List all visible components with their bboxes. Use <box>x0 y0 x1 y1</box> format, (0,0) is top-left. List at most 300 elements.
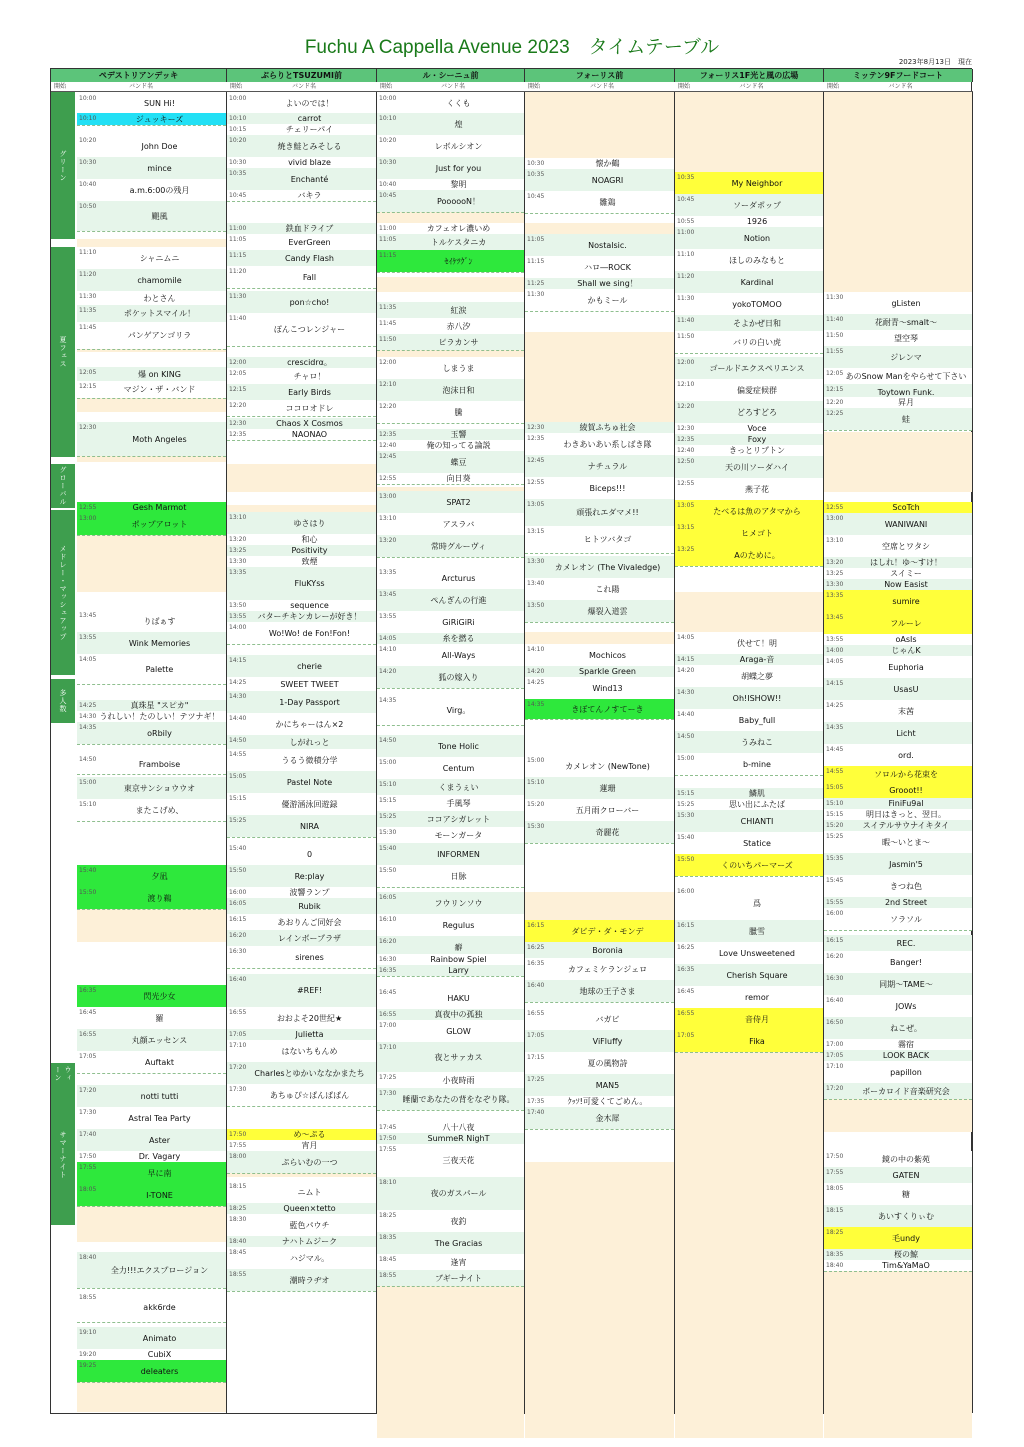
slot-band: 狐の嫁入り <box>438 672 479 682</box>
slot-time: 17:10 <box>826 1063 844 1070</box>
slot-divider <box>675 353 823 354</box>
timetable-slot <box>824 292 972 314</box>
slot-band: notti tutti <box>140 1091 179 1101</box>
timetable-slot <box>77 269 226 291</box>
slot-band: パンゲアンゴリラ <box>127 331 192 340</box>
slot-time: 15:15 <box>826 811 844 818</box>
slot-time: 13:40 <box>527 580 545 587</box>
slot-band: oAsIs <box>895 635 917 644</box>
slot-time: 10:30 <box>229 159 247 166</box>
slot-time: 12:00 <box>229 359 247 366</box>
slot-divider <box>77 231 226 232</box>
slot-band: 藍色パウチ <box>289 1220 330 1230</box>
slot-time: 15:15 <box>229 795 247 802</box>
slot-time: 16:05 <box>379 894 397 901</box>
slot-band: Notion <box>743 233 771 243</box>
timetable-slot <box>227 749 376 771</box>
slot-band: くまうぇい <box>438 782 479 792</box>
slot-time: 12:25 <box>826 410 844 417</box>
slot-band: FluKYss <box>294 579 325 588</box>
timetable-slot <box>377 1254 524 1270</box>
timetable-slot <box>377 1122 524 1133</box>
slot-time: 13:20 <box>379 537 397 544</box>
slot-time: 14:50 <box>677 733 695 740</box>
timetable-slot <box>77 777 226 799</box>
slot-time: 14:00 <box>229 624 247 631</box>
timetable-slot <box>77 1107 226 1129</box>
subheader-band: バンド名 <box>739 83 764 90</box>
slot-band: 常時グルーヴィ <box>430 541 487 551</box>
slot-time: 17:55 <box>229 1142 247 1149</box>
timetable-slot <box>525 278 674 289</box>
slot-time: 14:55 <box>826 768 844 775</box>
slot-band: Mochicos <box>589 650 626 660</box>
slot-band: しまうま <box>442 363 475 373</box>
slot-time: 11:35 <box>79 307 97 314</box>
timetable-slot <box>675 632 823 654</box>
slot-time: 15:30 <box>527 823 545 830</box>
timetable-slot <box>377 1232 524 1254</box>
slot-time: 17:50 <box>229 1131 247 1138</box>
slot-band: 昇月 <box>898 398 914 407</box>
timetable-slot <box>525 477 674 499</box>
slot-band: マジン・ザ・バンド <box>123 385 196 394</box>
slot-time: 17:45 <box>379 1124 397 1131</box>
slot-divider <box>377 976 524 977</box>
timetable-slot <box>824 722 972 744</box>
timetable-slot <box>377 379 524 401</box>
slot-band: 宵月 <box>301 1141 318 1150</box>
slot-time: 15:45 <box>826 877 844 884</box>
timetable-slot <box>377 865 524 887</box>
empty-block <box>227 505 376 512</box>
slot-band: Wink Memories <box>128 638 191 648</box>
slot-band: UsasU <box>893 684 919 694</box>
slot-band: 真珠星 "スピカ" <box>130 701 189 710</box>
slot-band: CHIANTI <box>740 816 774 826</box>
slot-band: ハロ―ROCK <box>584 262 631 272</box>
timetable-slot <box>824 700 972 722</box>
timetable-slot <box>675 942 823 964</box>
empty-block <box>525 332 674 422</box>
timetable-slot <box>824 656 972 678</box>
timetable-slot <box>675 788 823 799</box>
slot-time: 19:25 <box>79 1362 97 1369</box>
slot-divider <box>77 821 226 822</box>
timetable-slot <box>377 1144 524 1177</box>
slot-time: 10:45 <box>379 192 397 199</box>
slot-time: 13:10 <box>379 515 397 522</box>
timetable-slot <box>525 1074 674 1096</box>
slot-time: 16:40 <box>229 976 247 983</box>
slot-time: 12:30 <box>677 425 695 432</box>
slot-band: ヒトツバタゴ <box>583 535 632 544</box>
slot-time: 12:35 <box>677 436 695 443</box>
slot-time: 13:55 <box>826 636 844 643</box>
slot-time: 15:25 <box>229 817 247 824</box>
timetable-slot <box>824 1249 972 1260</box>
timetable-slot <box>824 1061 972 1083</box>
timetable-slot <box>77 654 226 684</box>
timetable-slot <box>824 973 972 995</box>
slot-band: Wo!Wo! de Fon!Fon! <box>268 628 351 638</box>
timetable-slot <box>377 334 524 350</box>
slot-time: 15:05 <box>826 784 844 791</box>
slot-band: Oh!ISHOW!! <box>732 693 782 703</box>
timetable-slot <box>824 568 972 579</box>
slot-time: 13:15 <box>677 524 695 531</box>
timetable-slot <box>525 499 674 526</box>
slot-time: 10:10 <box>79 115 97 122</box>
slot-time: 10:10 <box>379 115 397 122</box>
slot-time: 10:30 <box>379 159 397 166</box>
slot-time: 14:15 <box>229 657 247 664</box>
timetable-slot <box>377 843 524 865</box>
empty-block <box>824 92 972 292</box>
slot-band: REC. <box>896 938 916 948</box>
slot-band: ほしのみなもと <box>729 255 785 265</box>
slot-band: ココアシガレット <box>426 814 491 824</box>
subheader-time: 開始 <box>230 83 243 90</box>
slot-time: 11:50 <box>379 336 397 343</box>
slot-time: 16:00 <box>229 889 247 896</box>
slot-time: 12:10 <box>677 381 695 388</box>
slot-band: vivid blaze <box>288 158 331 167</box>
timetable-slot <box>525 600 674 622</box>
slot-time: 14:25 <box>229 679 247 686</box>
slot-band: NAONAO <box>291 430 328 439</box>
slot-time: 13:55 <box>229 613 247 620</box>
timetable <box>50 68 972 1414</box>
stage-column <box>824 92 973 1413</box>
slot-time: 18:55 <box>79 1294 97 1301</box>
slot-band: Framboise <box>138 759 181 769</box>
slot-band: Enchanté <box>290 174 329 184</box>
category-label: 夏フェス <box>51 247 75 457</box>
slot-band: John Doe <box>141 141 178 151</box>
slot-divider <box>525 213 674 214</box>
slot-divider <box>77 909 226 910</box>
slot-time: 16:00 <box>677 888 695 895</box>
slot-time: 17:40 <box>527 1109 545 1116</box>
timetable-slot <box>675 886 823 920</box>
slot-time: 13:30 <box>229 558 247 565</box>
timetable-slot <box>377 157 524 179</box>
stage-header: ミッテン9Fフードコート <box>824 69 973 82</box>
slot-band: ord. <box>898 750 914 760</box>
timetable-slot <box>227 793 376 815</box>
slot-band: I-TONE <box>146 1190 173 1200</box>
slot-time: 10:45 <box>527 193 545 200</box>
slot-time: 11:55 <box>826 348 844 355</box>
slot-band: HAKU <box>447 993 470 1003</box>
slot-band: Just for you <box>435 163 482 173</box>
timetable-slot <box>525 699 674 719</box>
slot-band: a.m.6:00の残月 <box>129 185 190 195</box>
slot-band: 閃光少女 <box>143 991 176 1001</box>
slot-time: 16:45 <box>677 988 695 995</box>
slot-time: 11:00 <box>379 225 397 232</box>
slot-band: アスラバ <box>442 519 475 529</box>
timetable-slot <box>77 632 226 654</box>
slot-time: 13:05 <box>527 501 545 508</box>
slot-band: じゃんK <box>891 646 921 655</box>
subheader-band: バンド名 <box>590 83 615 90</box>
slot-time: 17:40 <box>79 1131 97 1138</box>
slot-divider <box>77 1322 226 1323</box>
slot-band: Early Birds <box>288 387 331 397</box>
slot-time: 14:10 <box>527 646 545 653</box>
slot-band: そよかぜ日和 <box>733 318 781 328</box>
slot-band: Centum <box>442 763 475 773</box>
slot-band: 蝶豆 <box>450 457 467 467</box>
slot-time: 15:50 <box>379 867 397 874</box>
timetable-slot <box>377 190 524 212</box>
slot-time: 11:05 <box>379 236 397 243</box>
slot-band: 夜のガスパール <box>430 1189 487 1198</box>
slot-band: Gesh Marmot <box>132 503 187 512</box>
slot-band: カメレオン (The Vivaledge) <box>554 562 661 572</box>
slot-band: 音侍月 <box>745 1014 769 1024</box>
slot-band: 糸を撚る <box>442 634 475 643</box>
slot-time: 18:45 <box>379 1256 397 1263</box>
empty-block <box>377 1282 524 1438</box>
timetable-slot <box>525 455 674 477</box>
timetable-slot <box>824 1227 972 1249</box>
timetable-slot <box>227 1151 376 1173</box>
slot-time: 10:00 <box>79 95 97 102</box>
slot-band: All-Ways <box>441 650 476 660</box>
slot-time: 16:20 <box>379 938 397 945</box>
slot-band: CubiX <box>147 1350 172 1359</box>
slot-band: LOOK BACK <box>882 1051 930 1060</box>
slot-band: 真夜中の孤独 <box>434 1010 483 1019</box>
timetable-slot <box>227 556 376 567</box>
subheader-band: バンド名 <box>441 83 466 90</box>
timetable-slot <box>77 305 226 322</box>
timetable-slot <box>227 735 376 749</box>
timetable-slot <box>377 135 524 157</box>
timetable-slot <box>525 169 674 191</box>
slot-time: 13:20 <box>229 536 247 543</box>
slot-band: Araga-音 <box>739 655 775 664</box>
timetable-slot <box>824 951 972 973</box>
slot-time: 15:00 <box>379 759 397 766</box>
slot-band: あおりんご同好会 <box>277 917 342 927</box>
slot-time: 12:35 <box>379 431 397 438</box>
slot-time: 17:20 <box>826 1085 844 1092</box>
slot-band: 向日葵 <box>446 474 471 483</box>
slot-time: 16:55 <box>379 1011 397 1018</box>
timetable-slot <box>824 579 972 590</box>
slot-time: 14:15 <box>677 656 695 663</box>
slot-time: 13:55 <box>79 634 97 641</box>
slot-band: かにちゃーはん×2 <box>275 719 344 729</box>
slot-time: 12:50 <box>677 458 695 465</box>
timetable-slot <box>675 434 823 445</box>
slot-band: ジュッキーズ <box>135 114 184 124</box>
slot-time: 14:25 <box>79 702 97 709</box>
slot-time: 12:45 <box>527 457 545 464</box>
slot-time: 10:00 <box>379 95 397 102</box>
slot-band: Fika <box>749 1036 765 1046</box>
timetable-slot <box>77 135 226 157</box>
timetable-slot <box>675 401 823 423</box>
slot-band: WANIWANI <box>884 519 928 529</box>
timetable-slot <box>77 985 226 1007</box>
slot-band: Larry <box>448 966 469 975</box>
timetable-slot <box>227 1236 376 1247</box>
timetable-slot <box>525 677 674 699</box>
timetable-slot <box>525 821 674 843</box>
timetable-slot <box>525 1096 674 1107</box>
timetable-slot <box>377 633 524 644</box>
slot-time: 15:20 <box>527 801 545 808</box>
timetable-slot <box>824 408 972 430</box>
slot-time: 17:00 <box>826 1041 844 1048</box>
timetable-slot <box>525 256 674 278</box>
slot-time: 10:55 <box>677 218 695 225</box>
slot-band: Virg。 <box>446 705 471 715</box>
stage-header: フォーリス前 <box>525 69 675 82</box>
timetable-slot <box>824 809 972 820</box>
timetable-slot <box>227 266 376 288</box>
slot-band: ハジマル。 <box>289 1253 330 1263</box>
slot-divider <box>377 1110 524 1111</box>
slot-time: 16:15 <box>527 922 545 929</box>
timetable-slot <box>824 678 972 700</box>
empty-block <box>675 592 823 632</box>
timetable-slot <box>227 1214 376 1236</box>
timetable-slot <box>227 124 376 135</box>
timetable-slot <box>377 1177 524 1210</box>
timetable-slot <box>675 423 823 434</box>
slot-time: 12:00 <box>677 359 695 366</box>
timetable-slot <box>77 1029 226 1051</box>
subheader-band: バンド名 <box>888 83 913 90</box>
slot-band: Shall we sing！ <box>577 279 638 288</box>
slot-band: akk6rde <box>143 1302 176 1312</box>
timetable-slot <box>675 522 823 544</box>
timetable-slot <box>227 843 376 865</box>
timetable-slot <box>77 1085 226 1107</box>
slot-time: 14:35 <box>527 701 545 708</box>
timetable-slot <box>77 1129 226 1151</box>
slot-time: 14:30 <box>229 693 247 700</box>
slot-time: 10:15 <box>229 126 247 133</box>
timetable-slot <box>675 753 823 775</box>
timetable-slot <box>824 1017 972 1039</box>
slot-band: ヒメゴト <box>741 528 773 538</box>
slot-time: 18:05 <box>826 1185 844 1192</box>
timetable-slot <box>675 665 823 687</box>
timetable-slot <box>525 422 674 433</box>
timetable-slot <box>525 433 674 455</box>
slot-time: 17:30 <box>229 1086 247 1093</box>
slot-band: ダビデ・ダ・モンデ <box>571 926 644 936</box>
slot-band: ViFluffy <box>592 1036 623 1046</box>
timetable-slot <box>227 1029 376 1040</box>
slot-band: りばぁす <box>143 616 176 626</box>
timetable-slot <box>227 567 376 600</box>
slot-band: 睡蘭であなたの背をなぞり隊。 <box>402 1094 515 1104</box>
timetable-slot <box>675 357 823 379</box>
category-label: ウィーン <box>51 1063 75 1085</box>
slot-time: 12:20 <box>379 403 397 410</box>
slot-divider <box>525 1129 674 1130</box>
slot-time: 16:55 <box>677 1010 695 1017</box>
timetable-slot <box>377 401 524 423</box>
slot-time: 12:30 <box>229 420 247 427</box>
slot-band: 泡沫日和 <box>442 385 475 395</box>
slot-time: 14:05 <box>677 634 695 641</box>
slot-time: 14:20 <box>677 667 695 674</box>
slot-band: カフェオレ濃いめ <box>426 224 491 233</box>
slot-divider <box>227 416 376 417</box>
slot-divider <box>77 1288 226 1289</box>
timetable-slot <box>675 500 823 522</box>
slot-time: 18:40 <box>229 1238 247 1245</box>
slot-time: 14:35 <box>379 697 397 704</box>
empty-block <box>377 212 524 223</box>
slot-band: 早に南 <box>147 1168 172 1178</box>
slot-band: くくも <box>446 98 471 108</box>
timetable-slot <box>227 534 376 545</box>
slot-time: 11:30 <box>229 293 247 300</box>
slot-band: Pastel Note <box>286 777 333 787</box>
slot-band: チャロ！ <box>293 371 326 381</box>
slot-time: 18:05 <box>79 1186 97 1193</box>
slot-time: 18:00 <box>229 1153 247 1160</box>
slot-time: 17:15 <box>527 1054 545 1061</box>
timetable-slot <box>824 368 972 384</box>
slot-time: 15:50 <box>229 867 247 874</box>
slot-time: 18:10 <box>379 1179 397 1186</box>
slot-time: 16:45 <box>379 989 397 996</box>
slot-divider <box>227 1173 376 1174</box>
slot-band: ソラソル <box>890 914 922 924</box>
slot-band: sumire <box>892 596 920 606</box>
timetable-slot <box>377 892 524 914</box>
timetable-slot <box>227 384 376 400</box>
slot-band: Wind13 <box>592 683 623 693</box>
slot-band: 地球の王子さま <box>579 986 636 996</box>
subheader-time: 開始 <box>54 83 67 90</box>
slot-time: 18:25 <box>379 1212 397 1219</box>
slot-time: 11:15 <box>229 252 247 259</box>
timetable-slot <box>824 935 972 951</box>
column-subheader <box>377 82 525 92</box>
slot-time: 14:55 <box>229 751 247 758</box>
slot-band: Astral Tea Party <box>128 1113 191 1123</box>
slot-band: ソーダポップ <box>733 200 781 210</box>
slot-time: 12:55 <box>379 475 397 482</box>
slot-band: よいのでは！ <box>285 98 334 108</box>
timetable-slot <box>525 920 674 942</box>
slot-time: 11:45 <box>379 320 397 327</box>
slot-time: 19:20 <box>79 1351 97 1358</box>
slot-band: PoooooN！ <box>437 196 480 206</box>
timetable-slot <box>824 744 972 766</box>
slot-divider <box>675 566 823 567</box>
slot-band: GATEN <box>892 1170 920 1180</box>
subheader-band: バンド名 <box>129 83 154 90</box>
slot-band: バターチキンカレーが好き！ <box>257 612 362 621</box>
timetable-slot <box>824 1205 972 1227</box>
slot-time: 10:20 <box>379 137 397 144</box>
timetable-slot <box>77 381 226 398</box>
timetable-slot <box>227 771 376 793</box>
